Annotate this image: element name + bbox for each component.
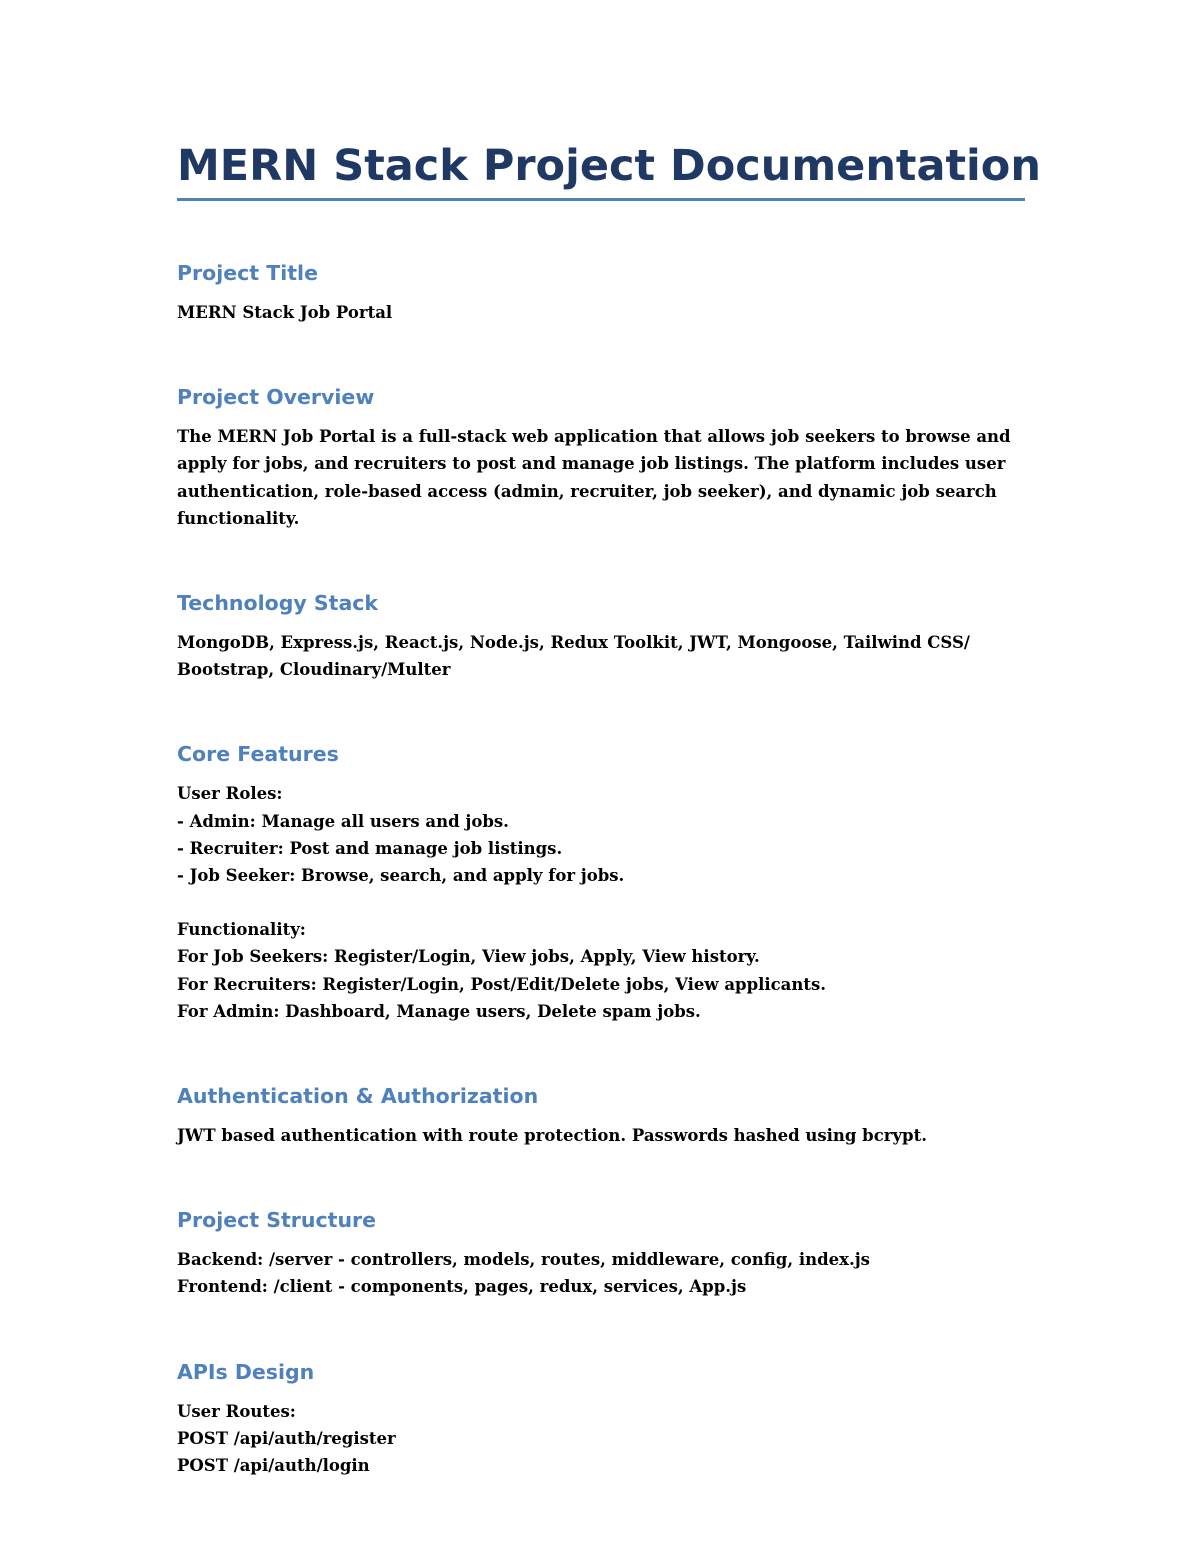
project-title-text — [177, 299, 1025, 326]
authentication-text — [177, 1122, 1025, 1149]
technology-stack-heading: Technology Stack — [177, 591, 379, 616]
authentication-heading: Authentication & Authorization — [177, 1084, 539, 1109]
project-overview-text — [177, 423, 1025, 532]
section-core-features — [177, 740, 1025, 1025]
overview-line: apply for jobs, and recruiters to post and manage job listings. The platform includes user — [177, 454, 1006, 474]
overview-line: functionality. — [177, 508, 300, 528]
section-project-overview — [177, 383, 1025, 532]
document-content — [177, 138, 1041, 1479]
apis-design-heading: APIs Design — [177, 1359, 315, 1384]
section-project-structure — [177, 1206, 1025, 1300]
section-technology-stack — [177, 589, 1025, 683]
project-structure-text — [177, 1246, 1025, 1300]
user-routes-label: User Routes: — [177, 1401, 296, 1421]
user-roles-label: User Roles: — [177, 784, 283, 804]
api-route: POST /api/auth/login — [177, 1456, 370, 1476]
paragraph-gap — [177, 889, 1025, 916]
project-title-line: MERN Stack Job Portal — [177, 303, 393, 322]
overview-line: The MERN Job Portal is a full-stack web application that allows job seekers to browse and — [177, 427, 1011, 447]
tech-line: Bootstrap, Cloudinary/Multer — [177, 660, 451, 680]
role-item: - Job Seeker: Browse, search, and apply for jobs. — [177, 866, 625, 886]
project-overview-heading: Project Overview — [177, 385, 375, 410]
technology-stack-text — [177, 629, 1025, 683]
role-item: - Admin: Manage all users and jobs. — [177, 811, 509, 831]
overview-line: authentication, role-based access (admin, recruiter, job seeker), and dynamic job search — [177, 481, 997, 501]
section-project-title — [177, 259, 1025, 326]
functionality-item: For Admin: Dashboard, Manage users, Delete spam jobs. — [177, 1001, 701, 1021]
core-features-heading: Core Features — [177, 742, 339, 767]
functionality-item: For Recruiters: Register/Login, Post/Edit/Delete jobs, View applicants. — [177, 974, 827, 994]
auth-line: JWT based authentication with route protection. Passwords hashed using bcrypt. — [177, 1126, 927, 1146]
functionality-label: Functionality: — [177, 920, 306, 940]
functionality-item: For Job Seekers: Register/Login, View jobs, Apply, View history. — [177, 947, 760, 967]
tech-line: MongoDB, Express.js, React.js, Node.js, Redux Toolkit, JWT, Mongoose, Tailwind CSS/ — [177, 633, 970, 653]
project-structure-heading: Project Structure — [177, 1208, 377, 1233]
apis-design-text — [177, 1398, 1025, 1480]
structure-line: Backend: /server - controllers, models, routes, middleware, config, index.js — [177, 1250, 870, 1270]
core-features-text — [177, 780, 1025, 1025]
project-title-heading: Project Title — [177, 261, 318, 285]
document-title: MERN Stack Project Documentation — [177, 138, 1025, 201]
api-route: POST /api/auth/register — [177, 1428, 396, 1448]
role-item: - Recruiter: Post and manage job listings. — [177, 838, 563, 858]
section-apis-design — [177, 1358, 1025, 1480]
section-authentication — [177, 1082, 1025, 1149]
structure-line: Frontend: /client - components, pages, redux, services, App.js — [177, 1277, 747, 1297]
